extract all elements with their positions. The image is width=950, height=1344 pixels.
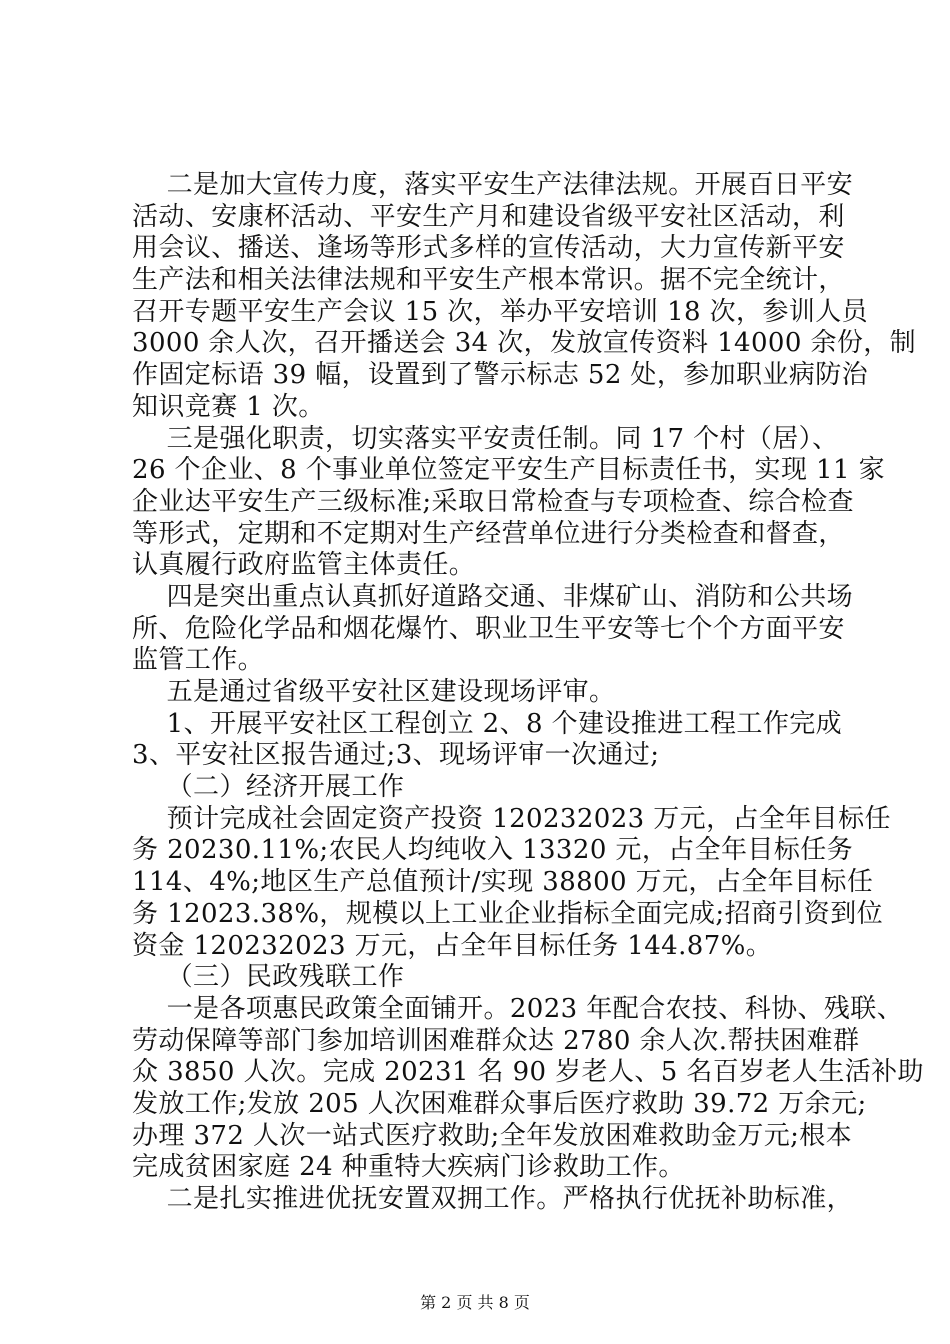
text-line: 等形式，定期和不定期对生产经营单位进行分类检查和督查， [132,518,845,549]
text-line: 114、4%;地区生产总值预计/实现 38800 万元，占全年目标任 [132,867,874,898]
text-line: 所、危险化学品和烟花爆竹、职业卫生平安等七个个方面平安 [132,613,845,644]
text-line: 知识竞赛 1 次。 [132,391,325,422]
text-line: （三）民政残联工作 [132,962,405,993]
text-line: 作固定标语 39 幅，设置到了警示标志 52 处，参加职业病防治 [132,360,869,391]
text-line: 生产法和相关法律法规和平安生产根本常识。据不完全统计， [132,265,845,296]
text-line: 资金 120232023 万元，占全年目标任务 144.87%。 [132,930,773,961]
document-text [132,170,924,1216]
text-line: 企业达平安生产三级标准;采取日常检查与专项检查、综合检查 [132,486,854,517]
text-line: 26 个企业、8 个事业单位签定平安生产目标责任书，实现 11 家 [132,455,885,486]
text-line: 监管工作。 [132,645,265,676]
text-line: 预计完成社会固定资产投资 120232023 万元，占全年目标任 [132,803,891,834]
text-line: 发放工作;发放 205 人次困难群众事后医疗救助 39.72 万余元; [132,1088,867,1119]
text-line: 完成贫困家庭 24 种重特大疾病门诊救助工作。 [132,1152,685,1183]
text-line: 务 20230.11%;农民人均纯收入 13320 元，占全年目标任务 [132,835,854,866]
text-line: 活动、安康杯活动、平安生产月和建设省级平安社区活动，利 [132,201,845,232]
text-line: 召开专题平安生产会议 15 次，举办平安培训 18 次，参训人员 [132,296,869,327]
text-line: 二是加大宣传力度，落实平安生产法律法规。开展百日平安 [132,170,854,200]
page-footer: 第 2 页 共 8 页 [420,1293,530,1312]
text-line: 务 12023.38%，规模以上工业企业指标全面完成;招商引资到位 [132,898,883,929]
text-line: 众 3850 人次。完成 20231 名 90 岁老人、5 名百岁老人生活补助 [132,1057,924,1088]
text-line: 认真履行政府监管主体责任。 [132,550,476,581]
text-line: 二是扎实推进优抚安置双拥工作。严格执行优抚补助标准， [132,1184,854,1214]
text-line: 三是强化职责，切实落实平安责任制。同 17 个村（居）、 [132,423,839,454]
text-line: 3000 余人次，召开播送会 34 次，发放宣传资料 14000 余份，制 [132,328,917,359]
text-line: 五是通过省级平安社区建设现场评审。 [132,677,616,707]
text-line: （二）经济开展工作 [132,772,405,803]
document-body [132,170,924,1216]
text-line: 一是各项惠民政策全面铺开。2023 年配合农技、科协、残联、 [132,993,904,1024]
text-line: 用会议、播送、逢场等形式多样的宣传活动，大力宣传新平安 [132,233,845,264]
text-line: 办理 372 人次一站式医疗救助;全年发放困难救助金万元;根本 [132,1120,853,1151]
text-line: 3、平安社区报告通过;3、现场评审一次通过; [132,740,660,771]
text-line: 四是突出重点认真抓好道路交通、非煤矿山、消防和公共场 [132,581,854,612]
text-line: 劳动保障等部门参加培训困难群众达 2780 余人次.帮扶困难群 [132,1025,860,1056]
text-line: 1、开展平安社区工程创立 2、8 个建设推进工程工作完成 [132,708,843,739]
